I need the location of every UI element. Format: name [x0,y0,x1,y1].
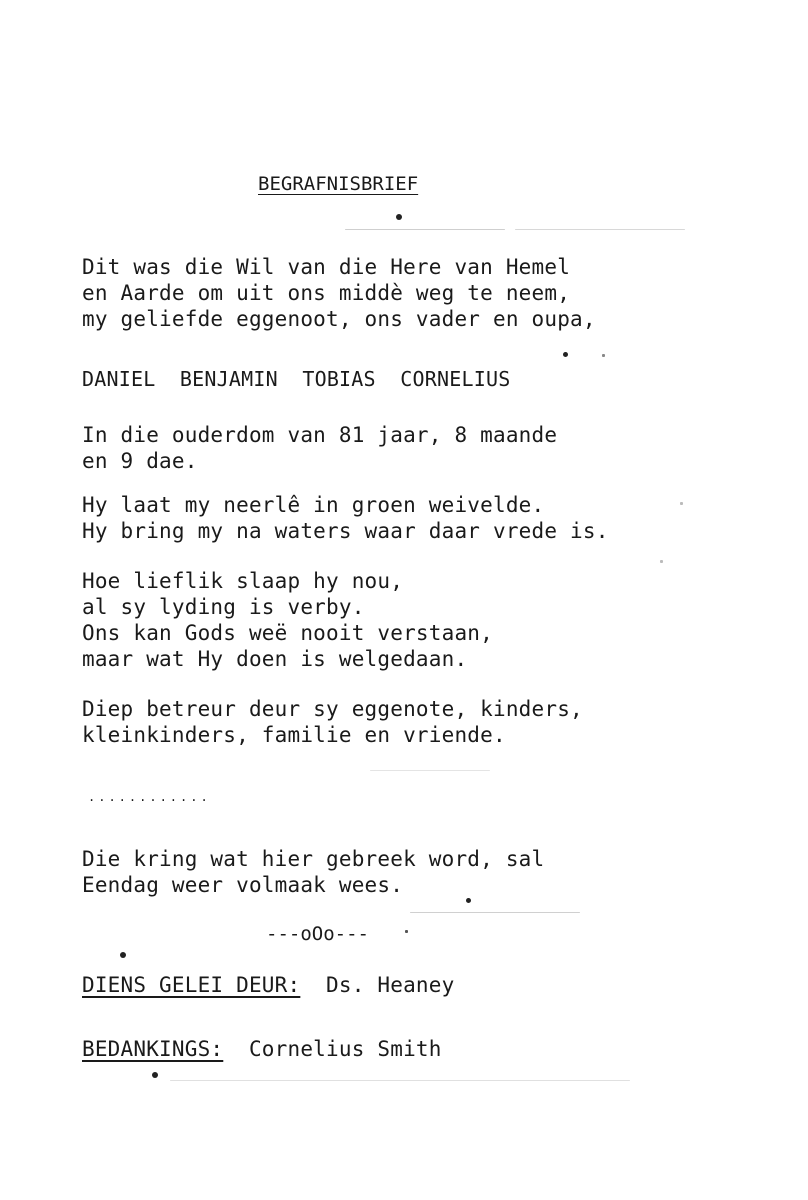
scan-speck [466,898,471,903]
intro-line: en Aarde om uit ons middè weg te neem, [82,281,571,305]
verse-line: Hy bring my na waters waar daar vrede is. [82,519,609,543]
service-label: DIENS GELEI DEUR: [82,973,301,997]
scan-artifact-line [515,229,685,230]
scan-speck [152,1072,158,1078]
thanks-row [82,1036,442,1062]
service-row [82,972,454,998]
scan-artifact-line [410,912,580,913]
verse-line: Hy laat my neerlê in groen weivelde. [82,493,545,517]
scan-artifact-line [370,770,490,771]
intro-line: Dit was die Wil van die Here van Hemel [82,255,571,279]
thanks-value: Cornelius Smith [248,1037,442,1061]
poem-line: al sy lyding is verby. [82,595,365,619]
closing-line: Eendag weer volmaak wees. [82,873,404,897]
thanks-label: BEDANKINGS: [82,1037,224,1061]
deceased-name: DANIEL BENJAMIN TOBIAS CORNELIUS [82,367,511,391]
poem-line: Hoe lieflik slaap hy nou, [82,569,404,593]
scan-speck [602,354,605,357]
scan-speck [660,560,663,563]
poem-line: maar wat Hy doen is welgedaan. [82,647,468,671]
mourners-line: kleinkinders, familie en vriende. [82,723,506,747]
document-title: BEGRAFNISBRIEF [258,173,419,195]
service-value: Ds. Heaney [326,973,455,997]
dotted-divider: ............ [88,790,211,804]
intro-line: my geliefde eggenoot, ons vader en oupa, [82,307,596,331]
section-separator: ---oOo--- [266,923,369,945]
scan-artifact-line [345,229,505,230]
scan-speck [396,214,402,220]
age-line: en 9 dae. [82,449,198,473]
poem-line: Ons kan Gods weë nooit verstaan, [82,621,493,645]
scan-speck [120,952,126,958]
closing-line: Die kring wat hier gebreek word, sal [82,847,545,871]
scan-artifact-line [170,1080,630,1081]
scan-speck [405,930,408,933]
scan-speck [563,352,568,357]
mourners-line: Diep betreur deur sy eggenote, kinders, [82,697,583,721]
age-line: In die ouderdom van 81 jaar, 8 maande [82,423,558,447]
scan-speck [680,502,683,505]
